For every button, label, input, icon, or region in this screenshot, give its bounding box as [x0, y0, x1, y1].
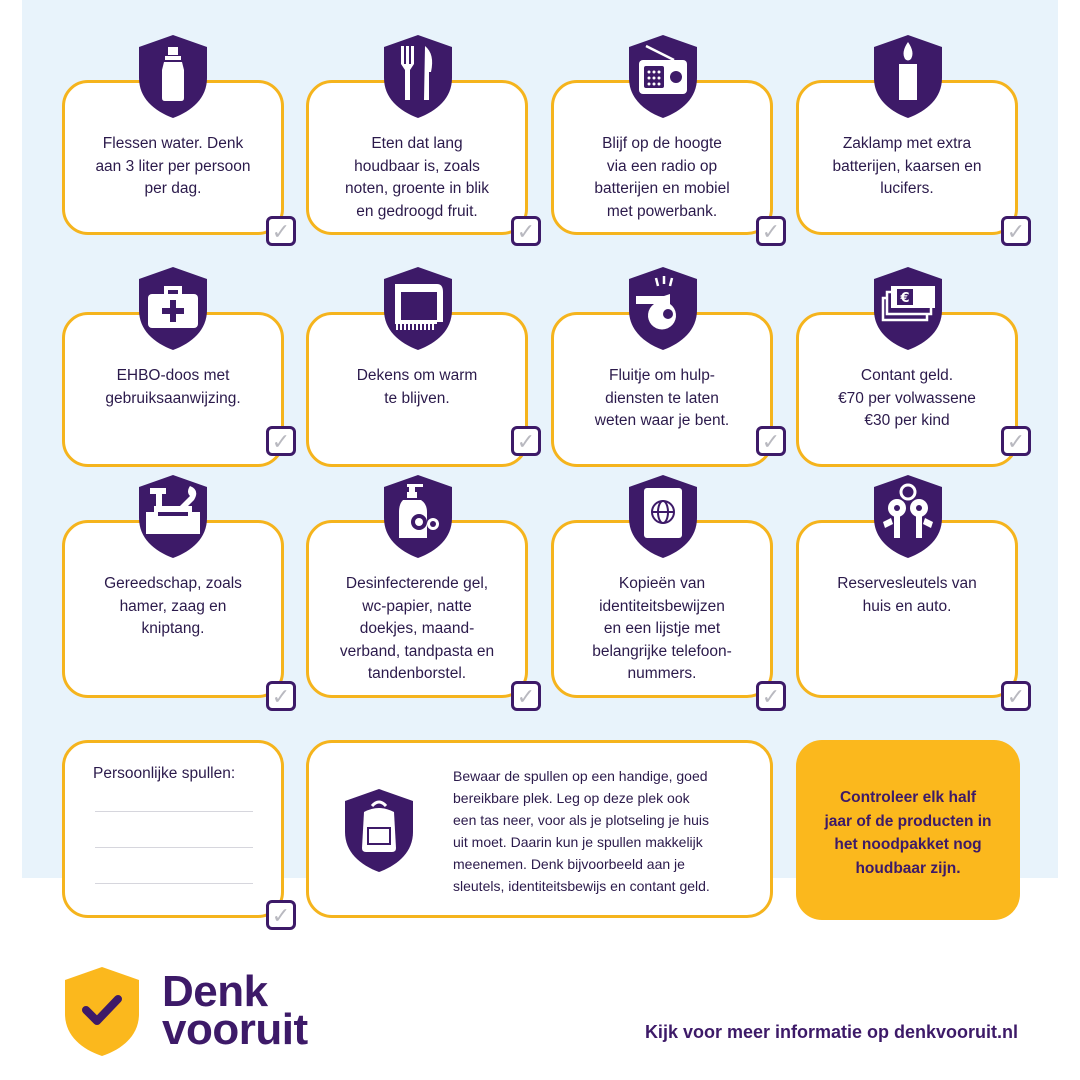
backpack-icon [340, 786, 418, 874]
checkmark-icon: ✓ [516, 684, 536, 709]
checkbox[interactable] [266, 900, 296, 930]
card-text: Fluitje om hulp- diensten te laten weten waar je bent. [594, 367, 730, 429]
checkbox[interactable] [266, 216, 296, 246]
radio-icon [624, 32, 702, 120]
checkbox[interactable] [511, 426, 541, 456]
checkmark-icon: ✓ [271, 429, 291, 454]
write-line [95, 811, 253, 812]
card-text: Dekens om warm te blijven. [356, 367, 478, 407]
keys-icon [869, 472, 947, 560]
checkbox[interactable] [511, 216, 541, 246]
checkmark-icon: ✓ [271, 903, 291, 928]
checkbox[interactable] [1001, 216, 1031, 246]
logo-text [162, 967, 308, 1054]
checkmark-icon: ✓ [1006, 429, 1026, 454]
card-text: Zaklamp met extra batterijen, kaarsen en lucifers. [832, 135, 982, 197]
checkmark-icon: ✓ [761, 684, 781, 709]
card-text: Eten dat lang houdbaar is, zoals noten, groente in blik en gedroogd fruit. [345, 135, 489, 220]
logo-line-1: Denk [162, 967, 268, 1016]
footer-link[interactable]: Kijk voor meer informatie op denkvooruit.nl [644, 1022, 1018, 1042]
cutlery-icon [379, 32, 457, 120]
card-text: Gereedschap, zoals hamer, zaag en kniptang. [104, 575, 242, 637]
logo-shield [60, 964, 144, 1058]
cash-icon [869, 264, 947, 352]
checkmark-icon: ✓ [516, 219, 536, 244]
personal-items-card [62, 740, 284, 918]
logo-check-icon [60, 964, 144, 1058]
checkbox[interactable] [266, 681, 296, 711]
whistle-icon [624, 264, 702, 352]
passport-icon [624, 472, 702, 560]
checkmark-icon: ✓ [1006, 219, 1026, 244]
backpack-text: Bewaar de spullen op een handige, goed bereikbare plek. Leg op deze plek ook een tas neer, voor als je plotseling je huis uit moet. Daarin kun je spullen makkelijk meenemen. Denk bijvoorbeeld aan je sleutels, identiteitsbewijs en contant geld. [453, 768, 710, 894]
checkbox[interactable] [756, 426, 786, 456]
card-text: EHBO-doos met gebruiksaanwijzing. [105, 367, 241, 407]
logo-line-2: vooruit [162, 1005, 308, 1054]
checkbox[interactable] [756, 216, 786, 246]
checkmark-icon: ✓ [516, 429, 536, 454]
write-line [95, 883, 253, 884]
card-text: Flessen water. Denk aan 3 liter per persoon per dag. [95, 135, 251, 197]
svg-text:€: € [900, 291, 910, 306]
checkmark-icon: ✓ [1006, 684, 1026, 709]
card-text: Blijf op de hoogte via een radio op batterijen en mobiel met powerbank. [594, 135, 730, 220]
checkmark-icon: ✓ [271, 219, 291, 244]
sanitizer-icon [379, 472, 457, 560]
checkbox[interactable] [266, 426, 296, 456]
candle-icon [869, 32, 947, 120]
tip-text: Controleer elk half jaar of de producten in het noodpakket nog houdbaar zijn. [824, 789, 992, 877]
checkbox[interactable] [1001, 426, 1031, 456]
checkbox[interactable] [511, 681, 541, 711]
tip-card [796, 740, 1020, 920]
blanket-icon [379, 264, 457, 352]
first-aid-kit-icon [134, 264, 212, 352]
card-text: Contant geld. €70 per volwassene €30 per kind [838, 367, 976, 429]
checkbox[interactable] [1001, 681, 1031, 711]
card-text: Desinfecterende gel, wc-papier, natte doekjes, maand- verband, tandpasta en tandenborstel. [339, 575, 495, 682]
water-bottle-icon [134, 32, 212, 120]
checkmark-icon: ✓ [761, 429, 781, 454]
write-line [95, 847, 253, 848]
checkbox[interactable] [756, 681, 786, 711]
personal-items-label: Persoonlijke spullen: [93, 765, 236, 782]
checkmark-icon: ✓ [271, 684, 291, 709]
card-text: Reservesleutels van huis en auto. [837, 575, 977, 615]
card-text: Kopieën van identiteitsbewijzen en een lijstje met belangrijke telefoon- nummers. [592, 575, 732, 682]
checkmark-icon: ✓ [761, 219, 781, 244]
toolbox-icon [134, 472, 212, 560]
